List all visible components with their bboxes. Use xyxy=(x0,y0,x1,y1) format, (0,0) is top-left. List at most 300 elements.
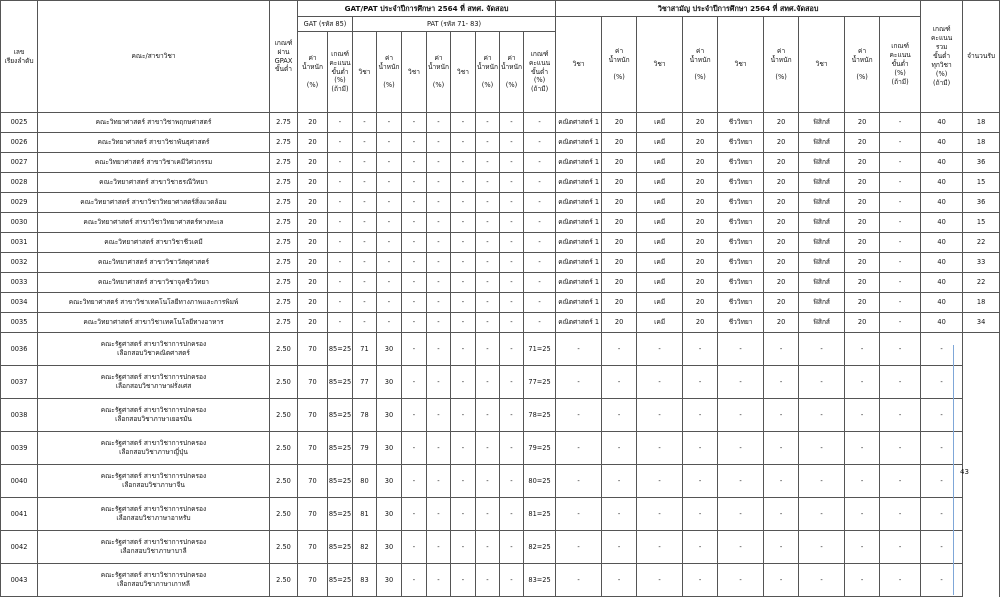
row-dash: - xyxy=(764,366,799,399)
row-common-weight: 20 xyxy=(764,153,799,173)
row-dash: - xyxy=(683,333,718,366)
row-dash: - xyxy=(845,564,880,597)
row-gat-min: 85=25 xyxy=(328,333,353,366)
row-common-subject: คณิตศาสตร์ 1 xyxy=(556,133,602,153)
row-common-subject: ฟิสิกส์ xyxy=(799,193,845,213)
row-dash: - xyxy=(328,233,353,253)
row-dash: - xyxy=(353,193,377,213)
table-row xyxy=(1,273,1000,293)
row-dash: - xyxy=(845,333,880,366)
row-dash: - xyxy=(880,498,921,531)
row-gpax: 2.75 xyxy=(270,153,298,173)
row-pat-min: 83=25 xyxy=(524,564,556,597)
row-common-weight: 20 xyxy=(845,213,880,233)
row-common-weight: 20 xyxy=(683,273,718,293)
row-dash: - xyxy=(880,432,921,465)
row-pat-min: 79=25 xyxy=(524,432,556,465)
row-dash: - xyxy=(451,193,476,213)
row-pat-weight: 30 xyxy=(377,333,402,366)
row-dash: - xyxy=(602,399,637,432)
row-dash: - xyxy=(799,498,845,531)
row-code: 0040 xyxy=(1,465,38,498)
row-dash: - xyxy=(402,313,427,333)
row-total-min: 40 xyxy=(921,133,963,153)
row-dash: - xyxy=(353,153,377,173)
row-dash: - xyxy=(556,432,602,465)
row-dash: - xyxy=(500,313,524,333)
row-dash: - xyxy=(427,233,451,253)
row-common-min: - xyxy=(880,133,921,153)
row-quota-blank xyxy=(963,366,1000,399)
row-dash: - xyxy=(328,153,353,173)
row-common-subject: เคมี xyxy=(637,213,683,233)
row-dash: - xyxy=(764,531,799,564)
row-dash: - xyxy=(451,531,476,564)
row-common-subject: เคมี xyxy=(637,273,683,293)
row-faculty-line-2: เลือกสอบวิชาภาษาญี่ปุ่น xyxy=(119,448,188,456)
row-dash: - xyxy=(377,213,402,233)
row-code: 0036 xyxy=(1,333,38,366)
table-row xyxy=(1,531,1000,564)
row-dash: - xyxy=(845,531,880,564)
row-dash: - xyxy=(476,399,500,432)
header-gat-title: GAT (รหัส 85) xyxy=(298,17,353,32)
row-common-weight: 20 xyxy=(764,173,799,193)
row-dash: - xyxy=(427,313,451,333)
row-dash: - xyxy=(476,531,500,564)
row-code: 0042 xyxy=(1,531,38,564)
row-gpax: 2.75 xyxy=(270,193,298,213)
header-pat-subject-3: วิชา xyxy=(451,32,476,113)
row-common-subject: ฟิสิกส์ xyxy=(799,313,845,333)
table-body xyxy=(1,1,1000,597)
table-row xyxy=(1,253,1000,273)
row-faculty-line-1: คณะรัฐศาสตร์ สาขาวิชาการปกครอง xyxy=(100,373,207,382)
row-common-min: - xyxy=(880,193,921,213)
row-common-subject: คณิตศาสตร์ 1 xyxy=(556,293,602,313)
row-dash: - xyxy=(353,173,377,193)
row-dash: - xyxy=(451,113,476,133)
row-dash: - xyxy=(427,273,451,293)
row-dash: - xyxy=(476,498,500,531)
row-gpax: 2.50 xyxy=(270,531,298,564)
row-faculty-name xyxy=(38,531,270,564)
row-dash: - xyxy=(328,293,353,313)
row-common-weight: 20 xyxy=(764,213,799,233)
row-dash: - xyxy=(500,465,524,498)
row-faculty-name: คณะวิทยาศาสตร์ สาขาวิชาเทคโนโลยีทางอาหาร xyxy=(38,313,270,333)
row-code: 0035 xyxy=(1,313,38,333)
row-dash: - xyxy=(524,213,556,233)
row-faculty-name xyxy=(38,333,270,366)
row-total-min: 40 xyxy=(921,253,963,273)
row-code: 0030 xyxy=(1,213,38,233)
header-c-weight-3: ค่า น้ำหนัก (%) xyxy=(764,17,799,113)
row-dash: - xyxy=(402,432,427,465)
header-pat-title: PAT (รหัส 71- 83) xyxy=(353,17,556,32)
header-faculty: คณะ/สาขาวิชา xyxy=(38,1,270,113)
row-dash: - xyxy=(602,366,637,399)
row-gat-weight: 20 xyxy=(298,273,328,293)
row-dash: - xyxy=(328,193,353,213)
row-common-weight: 20 xyxy=(683,253,718,273)
row-dash: - xyxy=(880,399,921,432)
row-common-weight: 20 xyxy=(602,133,637,153)
quota-group-label: 43 xyxy=(960,468,969,476)
row-quota: 36 xyxy=(963,193,1000,213)
header-pat-min-weight: ค่า น้ำหนัก (%) xyxy=(500,32,524,113)
row-dash: - xyxy=(476,564,500,597)
row-gpax: 2.50 xyxy=(270,498,298,531)
row-common-subject: เคมี xyxy=(637,253,683,273)
row-dash: - xyxy=(353,273,377,293)
row-common-weight: 20 xyxy=(602,113,637,133)
row-dash: - xyxy=(500,564,524,597)
row-faculty-name: คณะวิทยาศาสตร์ สาขาวิชาพันธุศาสตร์ xyxy=(38,133,270,153)
row-dash: - xyxy=(718,531,764,564)
row-faculty-line-2: เลือกสอบวิชาภาษาเกาหลี xyxy=(117,580,190,588)
row-common-weight: 20 xyxy=(845,133,880,153)
row-common-subject: ชีววิทยา xyxy=(718,113,764,133)
row-dash: - xyxy=(718,399,764,432)
header-c-weight-4: ค่า น้ำหนัก (%) xyxy=(845,17,880,113)
row-code: 0028 xyxy=(1,173,38,193)
row-code: 0039 xyxy=(1,432,38,465)
row-dash: - xyxy=(880,531,921,564)
row-common-subject: ฟิสิกส์ xyxy=(799,213,845,233)
row-common-subject: เคมี xyxy=(637,313,683,333)
row-code: 0026 xyxy=(1,133,38,153)
row-dash: - xyxy=(764,399,799,432)
row-total-min: 40 xyxy=(921,193,963,213)
row-gpax: 2.75 xyxy=(270,133,298,153)
row-common-weight: 20 xyxy=(683,213,718,233)
row-faculty-line-1: คณะรัฐศาสตร์ สาขาวิชาการปกครอง xyxy=(100,406,207,415)
row-dash: - xyxy=(451,564,476,597)
row-faculty-line-1: คณะรัฐศาสตร์ สาขาวิชาการปกครอง xyxy=(100,472,207,481)
row-pat-subject: 71 xyxy=(353,333,377,366)
table-row xyxy=(1,293,1000,313)
header-pat-subject-2: วิชา xyxy=(402,32,427,113)
header-pat-min: เกณฑ์ คะแนน ขั้นต่ำ (%) (ถ้ามี) xyxy=(524,32,556,113)
row-dash: - xyxy=(602,564,637,597)
row-common-weight: 20 xyxy=(764,193,799,213)
row-total-min: - xyxy=(921,498,963,531)
row-faculty-name: คณะวิทยาศาสตร์ สาขาวิชาวิทยาศาสตร์ทางทะเล xyxy=(38,213,270,233)
row-pat-min: 78=25 xyxy=(524,399,556,432)
row-dash: - xyxy=(476,333,500,366)
row-faculty-name: คณะวิทยาศาสตร์ สาขาวิชาเคมีวิศวกรรม xyxy=(38,153,270,173)
row-dash: - xyxy=(402,531,427,564)
row-gpax: 2.75 xyxy=(270,213,298,233)
row-dash: - xyxy=(377,293,402,313)
row-dash: - xyxy=(377,313,402,333)
row-faculty-line-1: คณะรัฐศาสตร์ สาขาวิชาการปกครอง xyxy=(100,505,207,514)
row-quota: 15 xyxy=(963,213,1000,233)
row-dash: - xyxy=(427,293,451,313)
row-pat-subject: 82 xyxy=(353,531,377,564)
row-gat-weight: 20 xyxy=(298,173,328,193)
row-pat-min: 82=25 xyxy=(524,531,556,564)
row-gat-min: 85=25 xyxy=(328,432,353,465)
row-dash: - xyxy=(353,133,377,153)
table-row xyxy=(1,313,1000,333)
row-dash: - xyxy=(427,133,451,153)
row-gpax: 2.75 xyxy=(270,273,298,293)
row-dash: - xyxy=(377,153,402,173)
row-gpax: 2.50 xyxy=(270,333,298,366)
row-dash: - xyxy=(402,399,427,432)
row-dash: - xyxy=(500,531,524,564)
row-dash: - xyxy=(427,366,451,399)
row-common-weight: 20 xyxy=(845,173,880,193)
row-common-subject: เคมี xyxy=(637,153,683,173)
row-dash: - xyxy=(451,366,476,399)
row-faculty-line-1: คณะรัฐศาสตร์ สาขาวิชาการปกครอง xyxy=(100,538,207,547)
row-common-subject: คณิตศาสตร์ 1 xyxy=(556,313,602,333)
row-dash: - xyxy=(683,498,718,531)
row-common-subject: ฟิสิกส์ xyxy=(799,253,845,273)
row-common-weight: 20 xyxy=(845,273,880,293)
row-gat-min: 85=25 xyxy=(328,399,353,432)
row-common-weight: 20 xyxy=(845,233,880,253)
row-common-subject: เคมี xyxy=(637,293,683,313)
row-dash: - xyxy=(451,233,476,253)
row-dash: - xyxy=(637,465,683,498)
row-common-weight: 20 xyxy=(683,153,718,173)
table-row xyxy=(1,366,1000,399)
row-common-weight: 20 xyxy=(764,293,799,313)
row-dash: - xyxy=(328,313,353,333)
row-dash: - xyxy=(476,173,500,193)
row-dash: - xyxy=(524,133,556,153)
row-common-subject: คณิตศาสตร์ 1 xyxy=(556,113,602,133)
row-dash: - xyxy=(799,399,845,432)
row-dash: - xyxy=(427,213,451,233)
row-faculty-name xyxy=(38,399,270,432)
row-faculty-line-2: เลือกสอบวิชาภาษาจีน xyxy=(122,481,185,489)
row-faculty-line-1: คณะรัฐศาสตร์ สาขาวิชาการปกครอง xyxy=(100,439,207,448)
row-gat-weight: 20 xyxy=(298,193,328,213)
row-code: 0041 xyxy=(1,498,38,531)
header-quota: จำนวนรับ xyxy=(963,1,1000,113)
row-common-subject: ชีววิทยา xyxy=(718,153,764,173)
row-dash: - xyxy=(402,293,427,313)
row-faculty-name xyxy=(38,432,270,465)
row-gpax: 2.75 xyxy=(270,233,298,253)
row-dash: - xyxy=(402,233,427,253)
row-dash: - xyxy=(500,293,524,313)
row-dash: - xyxy=(427,465,451,498)
table-row xyxy=(1,113,1000,133)
row-dash: - xyxy=(377,273,402,293)
row-dash: - xyxy=(799,432,845,465)
table-row xyxy=(1,213,1000,233)
row-dash: - xyxy=(880,564,921,597)
row-common-weight: 20 xyxy=(683,193,718,213)
row-dash: - xyxy=(377,193,402,213)
row-gat-weight: 20 xyxy=(298,313,328,333)
table-row xyxy=(1,564,1000,597)
row-common-weight: 20 xyxy=(683,173,718,193)
row-dash: - xyxy=(845,498,880,531)
row-common-weight: 20 xyxy=(683,313,718,333)
row-dash: - xyxy=(524,233,556,253)
header-gpax: เกณฑ์ ผ่าน GPAX ขั้นต่ำ xyxy=(270,1,298,113)
row-dash: - xyxy=(427,173,451,193)
row-dash: - xyxy=(451,293,476,313)
row-common-weight: 20 xyxy=(764,113,799,133)
row-dash: - xyxy=(402,193,427,213)
row-dash: - xyxy=(427,193,451,213)
row-dash: - xyxy=(524,153,556,173)
row-dash: - xyxy=(427,253,451,273)
row-gat-min: 85=25 xyxy=(328,564,353,597)
row-dash: - xyxy=(500,253,524,273)
row-gpax: 2.50 xyxy=(270,465,298,498)
row-quota-blank xyxy=(963,432,1000,465)
row-common-subject: เคมี xyxy=(637,193,683,213)
row-dash: - xyxy=(799,531,845,564)
row-code: 0031 xyxy=(1,233,38,253)
row-faculty-name: คณะวิทยาศาสตร์ สาขาวิชาชีวเคมี xyxy=(38,233,270,253)
row-quota-blank xyxy=(963,564,1000,597)
row-dash: - xyxy=(764,564,799,597)
row-common-subject: เคมี xyxy=(637,233,683,253)
row-dash: - xyxy=(683,366,718,399)
row-gat-weight: 70 xyxy=(298,366,328,399)
header-pat-subject-1: วิชา xyxy=(353,32,377,113)
row-dash: - xyxy=(427,399,451,432)
row-faculty-name: คณะวิทยาศาสตร์ สาขาวิชาธรณีวิทยา xyxy=(38,173,270,193)
row-dash: - xyxy=(556,531,602,564)
row-faculty-line-2: เลือกสอบวิชาภาษาบาลี xyxy=(120,547,187,555)
row-common-weight: 20 xyxy=(602,213,637,233)
table-row xyxy=(1,333,1000,366)
row-dash: - xyxy=(377,133,402,153)
row-code: 0033 xyxy=(1,273,38,293)
row-pat-subject: 81 xyxy=(353,498,377,531)
row-common-min: - xyxy=(880,113,921,133)
row-pat-weight: 30 xyxy=(377,366,402,399)
row-common-subject: ฟิสิกส์ xyxy=(799,153,845,173)
row-total-min: 40 xyxy=(921,293,963,313)
row-pat-subject: 78 xyxy=(353,399,377,432)
row-total-min: - xyxy=(921,333,963,366)
row-code: 0029 xyxy=(1,193,38,213)
row-dash: - xyxy=(328,253,353,273)
row-gat-weight: 20 xyxy=(298,253,328,273)
row-dash: - xyxy=(718,465,764,498)
row-common-subject: คณิตศาสตร์ 1 xyxy=(556,153,602,173)
row-gat-weight: 70 xyxy=(298,498,328,531)
header-pat-weight-2: ค่า น้ำหนัก (%) xyxy=(427,32,451,113)
row-faculty-line-2: เลือกสอบวิชาภาษาเยอรมัน xyxy=(115,415,192,423)
row-common-subject: ฟิสิกส์ xyxy=(799,133,845,153)
header-c-subject-2: วิชา xyxy=(637,17,683,113)
row-common-weight: 20 xyxy=(845,293,880,313)
row-total-min: 40 xyxy=(921,273,963,293)
row-quota: 18 xyxy=(963,113,1000,133)
row-dash: - xyxy=(500,193,524,213)
row-faculty-name: คณะวิทยาศาสตร์ สาขาวิชาเทคโนโลยีทางภาพและการพิมพ์ xyxy=(38,293,270,313)
row-common-weight: 20 xyxy=(602,293,637,313)
header-c-min: เกณฑ์ คะแนน ขั้นต่ำ (%) (ถ้ามี) xyxy=(880,17,921,113)
row-common-weight: 20 xyxy=(602,273,637,293)
row-common-weight: 20 xyxy=(683,113,718,133)
header-gat-weight: ค่า น้ำหนัก (%) xyxy=(298,32,328,113)
row-dash: - xyxy=(402,498,427,531)
row-gpax: 2.50 xyxy=(270,399,298,432)
row-dash: - xyxy=(451,173,476,193)
row-common-min: - xyxy=(880,213,921,233)
row-dash: - xyxy=(500,498,524,531)
row-common-subject: เคมี xyxy=(637,133,683,153)
row-dash: - xyxy=(476,213,500,233)
row-faculty-name xyxy=(38,564,270,597)
row-dash: - xyxy=(451,153,476,173)
row-common-subject: ชีววิทยา xyxy=(718,133,764,153)
row-faculty-name xyxy=(38,465,270,498)
row-common-weight: 20 xyxy=(764,273,799,293)
row-dash: - xyxy=(718,366,764,399)
row-dash: - xyxy=(880,333,921,366)
table-row xyxy=(1,399,1000,432)
header-total-min: เกณฑ์ คะแนน รวม ขั้นต่ำ ทุกวิชา (%) (ถ้ามี) xyxy=(921,1,963,113)
row-common-subject: เคมี xyxy=(637,113,683,133)
row-dash: - xyxy=(476,293,500,313)
row-common-subject: ฟิสิกส์ xyxy=(799,233,845,253)
row-gat-weight: 70 xyxy=(298,465,328,498)
row-common-subject: ฟิสิกส์ xyxy=(799,293,845,313)
row-dash: - xyxy=(602,333,637,366)
row-dash: - xyxy=(476,133,500,153)
row-common-subject: ฟิสิกส์ xyxy=(799,113,845,133)
row-dash: - xyxy=(476,465,500,498)
row-faculty-line-2: เลือกสอบวิชาภาษาฝรั่งเศส xyxy=(115,382,192,390)
row-common-subject: ชีววิทยา xyxy=(718,293,764,313)
row-dash: - xyxy=(451,253,476,273)
row-common-weight: 20 xyxy=(602,313,637,333)
row-dash: - xyxy=(500,113,524,133)
row-common-weight: 20 xyxy=(845,193,880,213)
row-dash: - xyxy=(683,564,718,597)
row-dash: - xyxy=(718,333,764,366)
row-total-min: - xyxy=(921,366,963,399)
row-pat-subject: 77 xyxy=(353,366,377,399)
header-gat-min: เกณฑ์ คะแนน ขั้นต่ำ (%) (ถ้ามี) xyxy=(328,32,353,113)
table-row xyxy=(1,173,1000,193)
row-dash: - xyxy=(556,498,602,531)
row-total-min: - xyxy=(921,531,963,564)
row-dash: - xyxy=(451,498,476,531)
row-dash: - xyxy=(402,273,427,293)
row-dash: - xyxy=(718,564,764,597)
row-gpax: 2.75 xyxy=(270,253,298,273)
row-dash: - xyxy=(427,564,451,597)
row-dash: - xyxy=(524,253,556,273)
row-faculty-line-2: เลือกสอบวิชาภาษาอาหรับ xyxy=(116,514,191,522)
row-dash: - xyxy=(402,173,427,193)
row-pat-min: 80=25 xyxy=(524,465,556,498)
row-gat-weight: 20 xyxy=(298,233,328,253)
row-common-min: - xyxy=(880,173,921,193)
row-dash: - xyxy=(637,366,683,399)
row-quota: 15 xyxy=(963,173,1000,193)
row-dash: - xyxy=(602,531,637,564)
row-dash: - xyxy=(556,465,602,498)
row-common-subject: คณิตศาสตร์ 1 xyxy=(556,213,602,233)
